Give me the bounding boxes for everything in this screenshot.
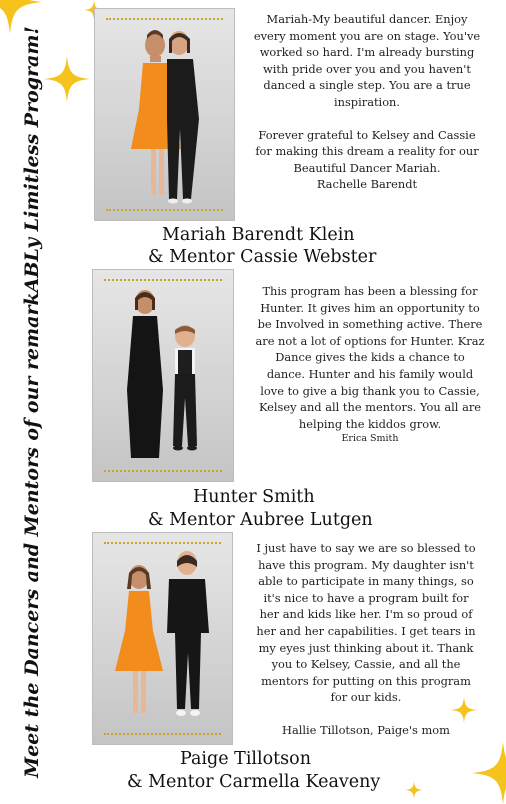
sparkle-star-icon (405, 781, 423, 799)
photo-paige-and-carmella (92, 532, 233, 745)
sparkle-star-icon (0, 0, 42, 34)
vertical-page-title: Meet the Dancers and Mentors of our remarkABLy Limitless Program! (21, 26, 43, 778)
quote-mariah (251, 11, 483, 193)
quote-paragraph: I just have to say we are so blessed to have this program. My daughter isn't able to participate in many things, so it's nice to have a program built for her and kids like her. I'm so proud of her and her capabilities. I get tears in my eyes just thinking about it. Thank you to Kelsey, Cassie, and all the mentors for putting on this program for our kids. (256, 541, 476, 705)
sparkle-star-icon (44, 56, 90, 102)
caption-name: Paige Tillotson (180, 749, 311, 769)
photo-illustration (95, 9, 234, 220)
photo-hunter-and-aubree (92, 269, 234, 482)
quote-signature: Hallie Tillotson, Paige's mom (282, 722, 450, 737)
photo-illustration (93, 270, 233, 481)
photo-mariah-and-cassie (94, 8, 235, 221)
quote-paige (253, 540, 479, 739)
photo-illustration (93, 533, 232, 744)
caption-mentor: & Mentor Aubree Lutgen (148, 510, 373, 530)
caption-name: Hunter Smith (193, 487, 315, 507)
quote-paragraph: Forever grateful to Kelsey and Cassie for making this dream a reality for our Beautiful Dancer Mariah. (255, 127, 479, 175)
sparkle-star-icon (472, 742, 506, 804)
quote-signature: Rachelle Barendt (316, 177, 418, 192)
caption-mentor: & Mentor Carmella Keaveny (127, 772, 381, 792)
caption-name: Mariah Barendt Klein (162, 225, 355, 245)
caption-mentor: & Mentor Cassie Webster (148, 247, 377, 267)
quote-paragraph: Mariah-My beautiful dancer. Enjoy every moment you are on stage. You've worked so hard. I'm already bursting with pride over you and you haven't danced a single step. You are a true inspiration. (253, 12, 481, 109)
quote-hunter (255, 283, 485, 446)
quote-paragraph: This program has been a blessing for Hunter. It gives him an opportunity to be Involved in something active. There are not a lot of options for Hunter. Kraz Dance gives the kids a chance to dance. Hunter and his family would love to give a big thank you to Cassie, Kelsey and all the mentors. You all are helping the kiddos grow. (255, 284, 485, 431)
quote-signature: Erica Smith (341, 433, 399, 445)
